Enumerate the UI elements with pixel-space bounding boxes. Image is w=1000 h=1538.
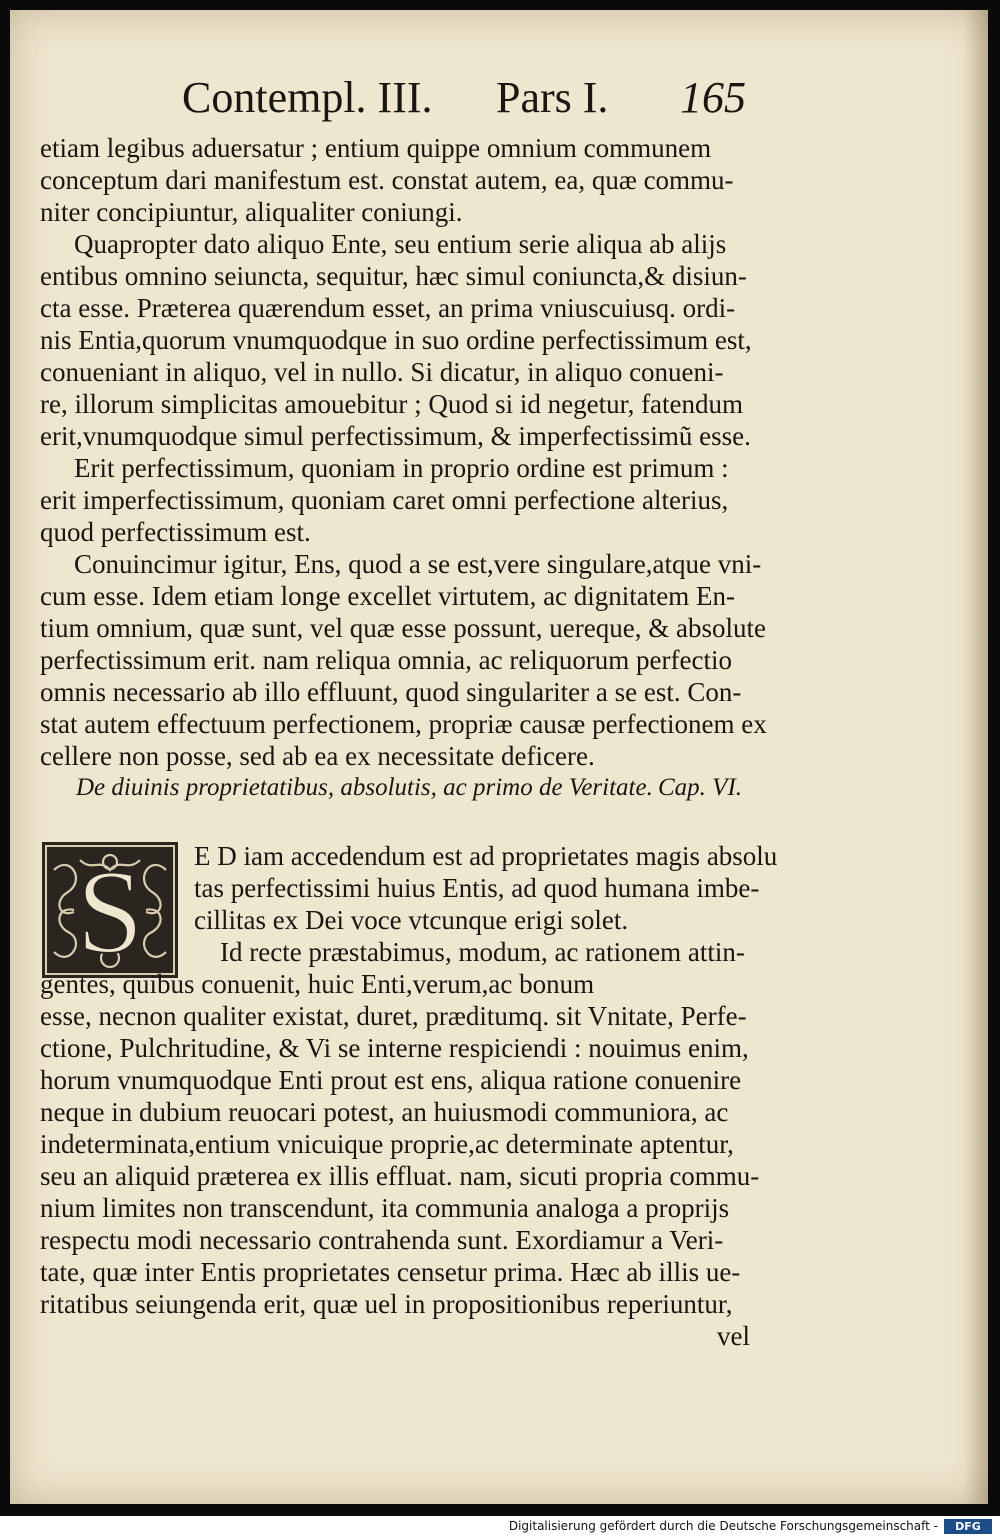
chapter-number: Cap. VI. [658,774,743,801]
text-line: omnis necessario ab illo effluunt, quod singulariter a se est. Con- [40,677,742,707]
text-line: perfectissimum erit. nam reliqua omnia, ac reliquorum perfectio [40,645,732,675]
catchword: vel [717,1321,750,1351]
text-line: nis Entia,quorum vnumquodque in suo ordine perfectissimum est, [40,325,752,355]
text-line: gentes, quibus conuenit, huic Enti,verum,ac bonum [40,969,595,999]
text-line: nium limites non transcendunt, ita communia analoga a proprijs [40,1193,730,1223]
text-line: entibus omnino seiuncta, sequitur, hæc simul coniuncta,& disiun- [40,261,747,291]
dropcap-letter: S [76,845,144,978]
text-line: indeterminata,entium vnicuique proprie,ac determinate aptentur, [40,1129,734,1159]
text-line: cum esse. Idem etiam longe excellet virtutem, ac dignitatem En- [40,581,735,611]
text-line: cta esse. Præterea quærendum esset, an prima vniuscuiusq. ordi- [40,293,736,323]
text-line: tas perfectissimi huius Entis, ad quod humana imbe- [194,873,760,903]
page-number: 165 [680,73,746,122]
text-line: conceptum dari manifestum est. constat autem, ea, quæ commu- [40,165,734,195]
footer-credit: Digitalisierung gefördert durch die Deutsche Forschungsgemeinschaft - [508,1519,938,1533]
decorated-initial [40,840,180,980]
page-edge-shadow [964,10,988,1504]
text-line: tate, quæ inter Entis proprietates censetur prima. Hæc ab illis ue- [40,1257,741,1287]
text-line: erit imperfectissimum, quoniam caret omni perfectione alterius, [40,485,729,515]
text-line: cellere non posse, sed ab ea ex necessitate deficere. [40,741,595,771]
text-line: etiam legibus aduersatur ; entium quippe omnium communem [40,133,712,163]
digitization-footer [0,1516,1000,1538]
text-line: seu an aliquid præterea ex illis effluat. nam, sicuti propria commu- [40,1161,760,1191]
text-line: respectu modi necessario contrahenda sunt. Exordiamur a Veri- [40,1225,724,1255]
chapter-title: De diuinis proprietatibus, absolutis, ac primo de Veritate. [76,774,653,801]
dfg-logo: DFG [944,1519,992,1534]
text-line: niter concipiuntur, aliqualiter coniungi. [40,197,463,227]
decorated-initial-art [40,840,180,980]
text-line: E D iam accedendum est ad proprietates magis absolu [194,841,778,871]
text-line: ctione, Pulchritudine, & Vi se interne respiciendi : nouimus enim, [40,1033,749,1063]
text-line: horum vnumquodque Enti prout est ens, aliqua ratione conuenire [40,1065,742,1095]
text-line: erit,vnumquodque simul perfectissimum, & imperfectissimũ esse. [40,421,751,451]
text-line: Erit perfectissimum, quoniam in proprio ordine est primum : [74,453,729,483]
text-line: neque in dubium reuocari potest, an huiusmodi communiora, ac [40,1097,729,1127]
text-line: ritatibus seiungenda erit, quæ uel in propositionibus reperiuntur, [40,1289,733,1319]
text-line: esse, necnon qualiter existat, duret, præditumq. sit Vnitate, Perfe- [40,1001,747,1031]
header-part: Pars I. [496,73,609,122]
header-title: Contempl. III. [182,73,433,122]
text-line: tium omnium, quæ sunt, vel quæ esse possunt, uereque, & absolute [40,613,766,643]
text-line: cillitas ex Dei voce vtcunque erigi solet. [194,905,629,935]
text-line: Id recte præstabimus, modum, ac rationem attin- [220,937,745,967]
text-line: re, illorum simplicitas amouebitur ; Quod si id negetur, fatendum [40,389,744,419]
text-line: stat autem effectuum perfectionem, propriæ causæ perfectionem ex [40,709,767,739]
text-line: Conuincimur igitur, Ens, quod a se est,vere singulare,atque vni- [74,549,762,579]
chapter-heading [76,774,796,810]
text-line: conueniant in aliquo, vel in nullo. Si dicatur, in aliquo conueni- [40,357,724,387]
running-header [10,72,988,132]
text-line: quod perfectissimum est. [40,517,311,547]
book-page [10,10,988,1504]
text-line: Quapropter dato aliquo Ente, seu entium serie aliqua ab alijs [74,229,727,259]
